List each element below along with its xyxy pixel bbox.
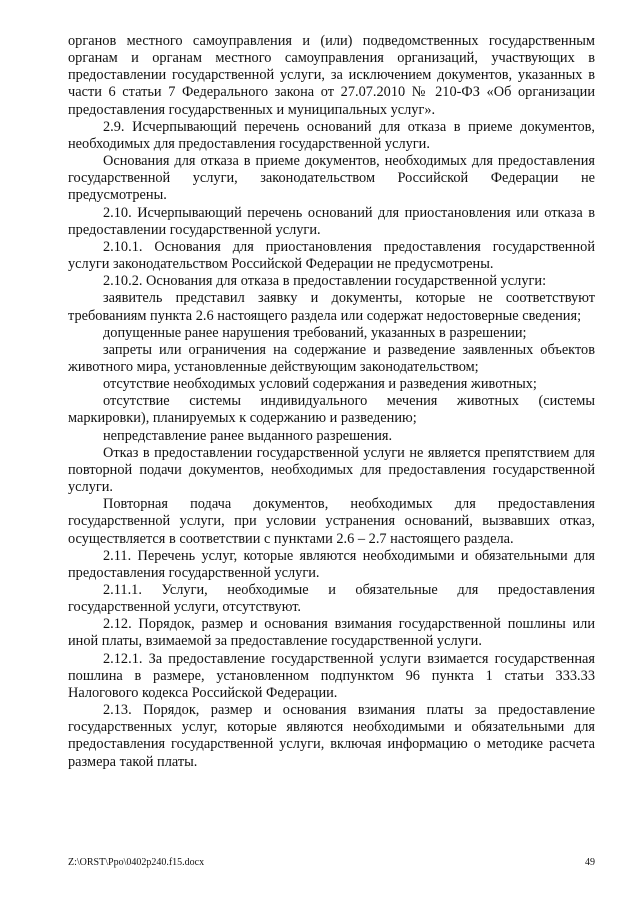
paragraph-resubmission: Повторная подача документов, необходимых для предоставления государственной услуги, при условии устранения оснований, вызвавших отказ, осуществляется в соответствии с пунктами 2.6 – 2.7 настоящего раздела. — [68, 496, 595, 547]
list-item-reason-4: отсутствие необходимых условий содержания и разведения животных; — [103, 376, 537, 393]
list-item-reason-1: заявитель представил заявку и документы, которые не соответствуют требованиям пункта 2.6 настоящего раздела или содержат недостоверные сведения; — [68, 290, 595, 324]
page-number: 49 — [585, 857, 595, 868]
list-item-reason-3: запреты или ограничения на содержание и разведение заявленных объектов животного мира, установленные действующим законодательством; — [68, 341, 595, 375]
paragraph-continuation: органов местного самоуправления и (или) подведомственных государственным органам и органам местного самоуправления организаций, участвующих в предоставлении государственной услуги, за исключением документов, указанных в части 6 статьи 7 Федерального закона от 27.07.2010 № 210-ФЗ «Об организации предоставления государственных и муниципальных услуг». — [68, 33, 595, 118]
paragraph-2-12-1: 2.12.1. За предоставление государственной услуги взимается государственная пошлина в размере, установленном подпунктом 96 пункта 1 статьи 333.33 Налогового кодекса Российской Федерации. — [68, 650, 595, 701]
list-item-reason-2: допущенные ранее нарушения требований, указанных в разрешении; — [103, 324, 527, 341]
paragraph-2-9: 2.9. Исчерпывающий перечень оснований для отказа в приеме документов, необходимых для предоставления государственной услуги. — [68, 118, 595, 152]
paragraph-2-13: 2.13. Порядок, размер и основания взимания платы за предоставление государственных услуг, которые являются необходимыми и обязательными для предоставления государственной услуги, включая информацию о методике расчета размера такой платы. — [68, 702, 595, 770]
paragraph-2-9-text: Основания для отказа в приеме документов, необходимых для предоставления государственной услуги, законодательством Российской Федерации не предусмотрены. — [68, 153, 595, 204]
document-body — [68, 33, 595, 771]
footer-file-path: Z:\ORST\Ppo\0402p240.f15.docx — [68, 857, 205, 868]
list-item-reason-5: отсутствие системы индивидуального мечения животных (системы маркировки), планируемых к содержанию и разведению; — [68, 393, 595, 427]
paragraph-2-10: 2.10. Исчерпывающий перечень оснований для приостановления или отказа в предоставлении государственной услуги. — [68, 204, 595, 238]
paragraph-2-10-2: 2.10.2. Основания для отказа в предоставлении государственной услуги: — [103, 273, 547, 290]
page-footer — [68, 857, 595, 871]
paragraph-2-12: 2.12. Порядок, размер и основания взимания государственной пошлины или иной платы, взимаемой за предоставление государственной услуги. — [68, 616, 595, 650]
paragraph-refusal-note: Отказ в предоставлении государственной услуги не является препятствием для повторной подачи документов, необходимых для предоставления государственной услуги. — [68, 444, 595, 496]
paragraph-2-10-1: 2.10.1. Основания для приостановления предоставления государственной услуги законодательством Российской Федерации не предусмотрены. — [68, 238, 595, 273]
list-item-reason-6: непредставление ранее выданного разрешения. — [103, 427, 393, 444]
paragraph-2-11: 2.11. Перечень услуг, которые являются необходимыми и обязательными для предоставления государственной услуги. — [68, 547, 595, 581]
paragraph-2-11-1: 2.11.1. Услуги, необходимые и обязательные для предоставления государственной услуги, отсутствуют. — [68, 582, 595, 616]
